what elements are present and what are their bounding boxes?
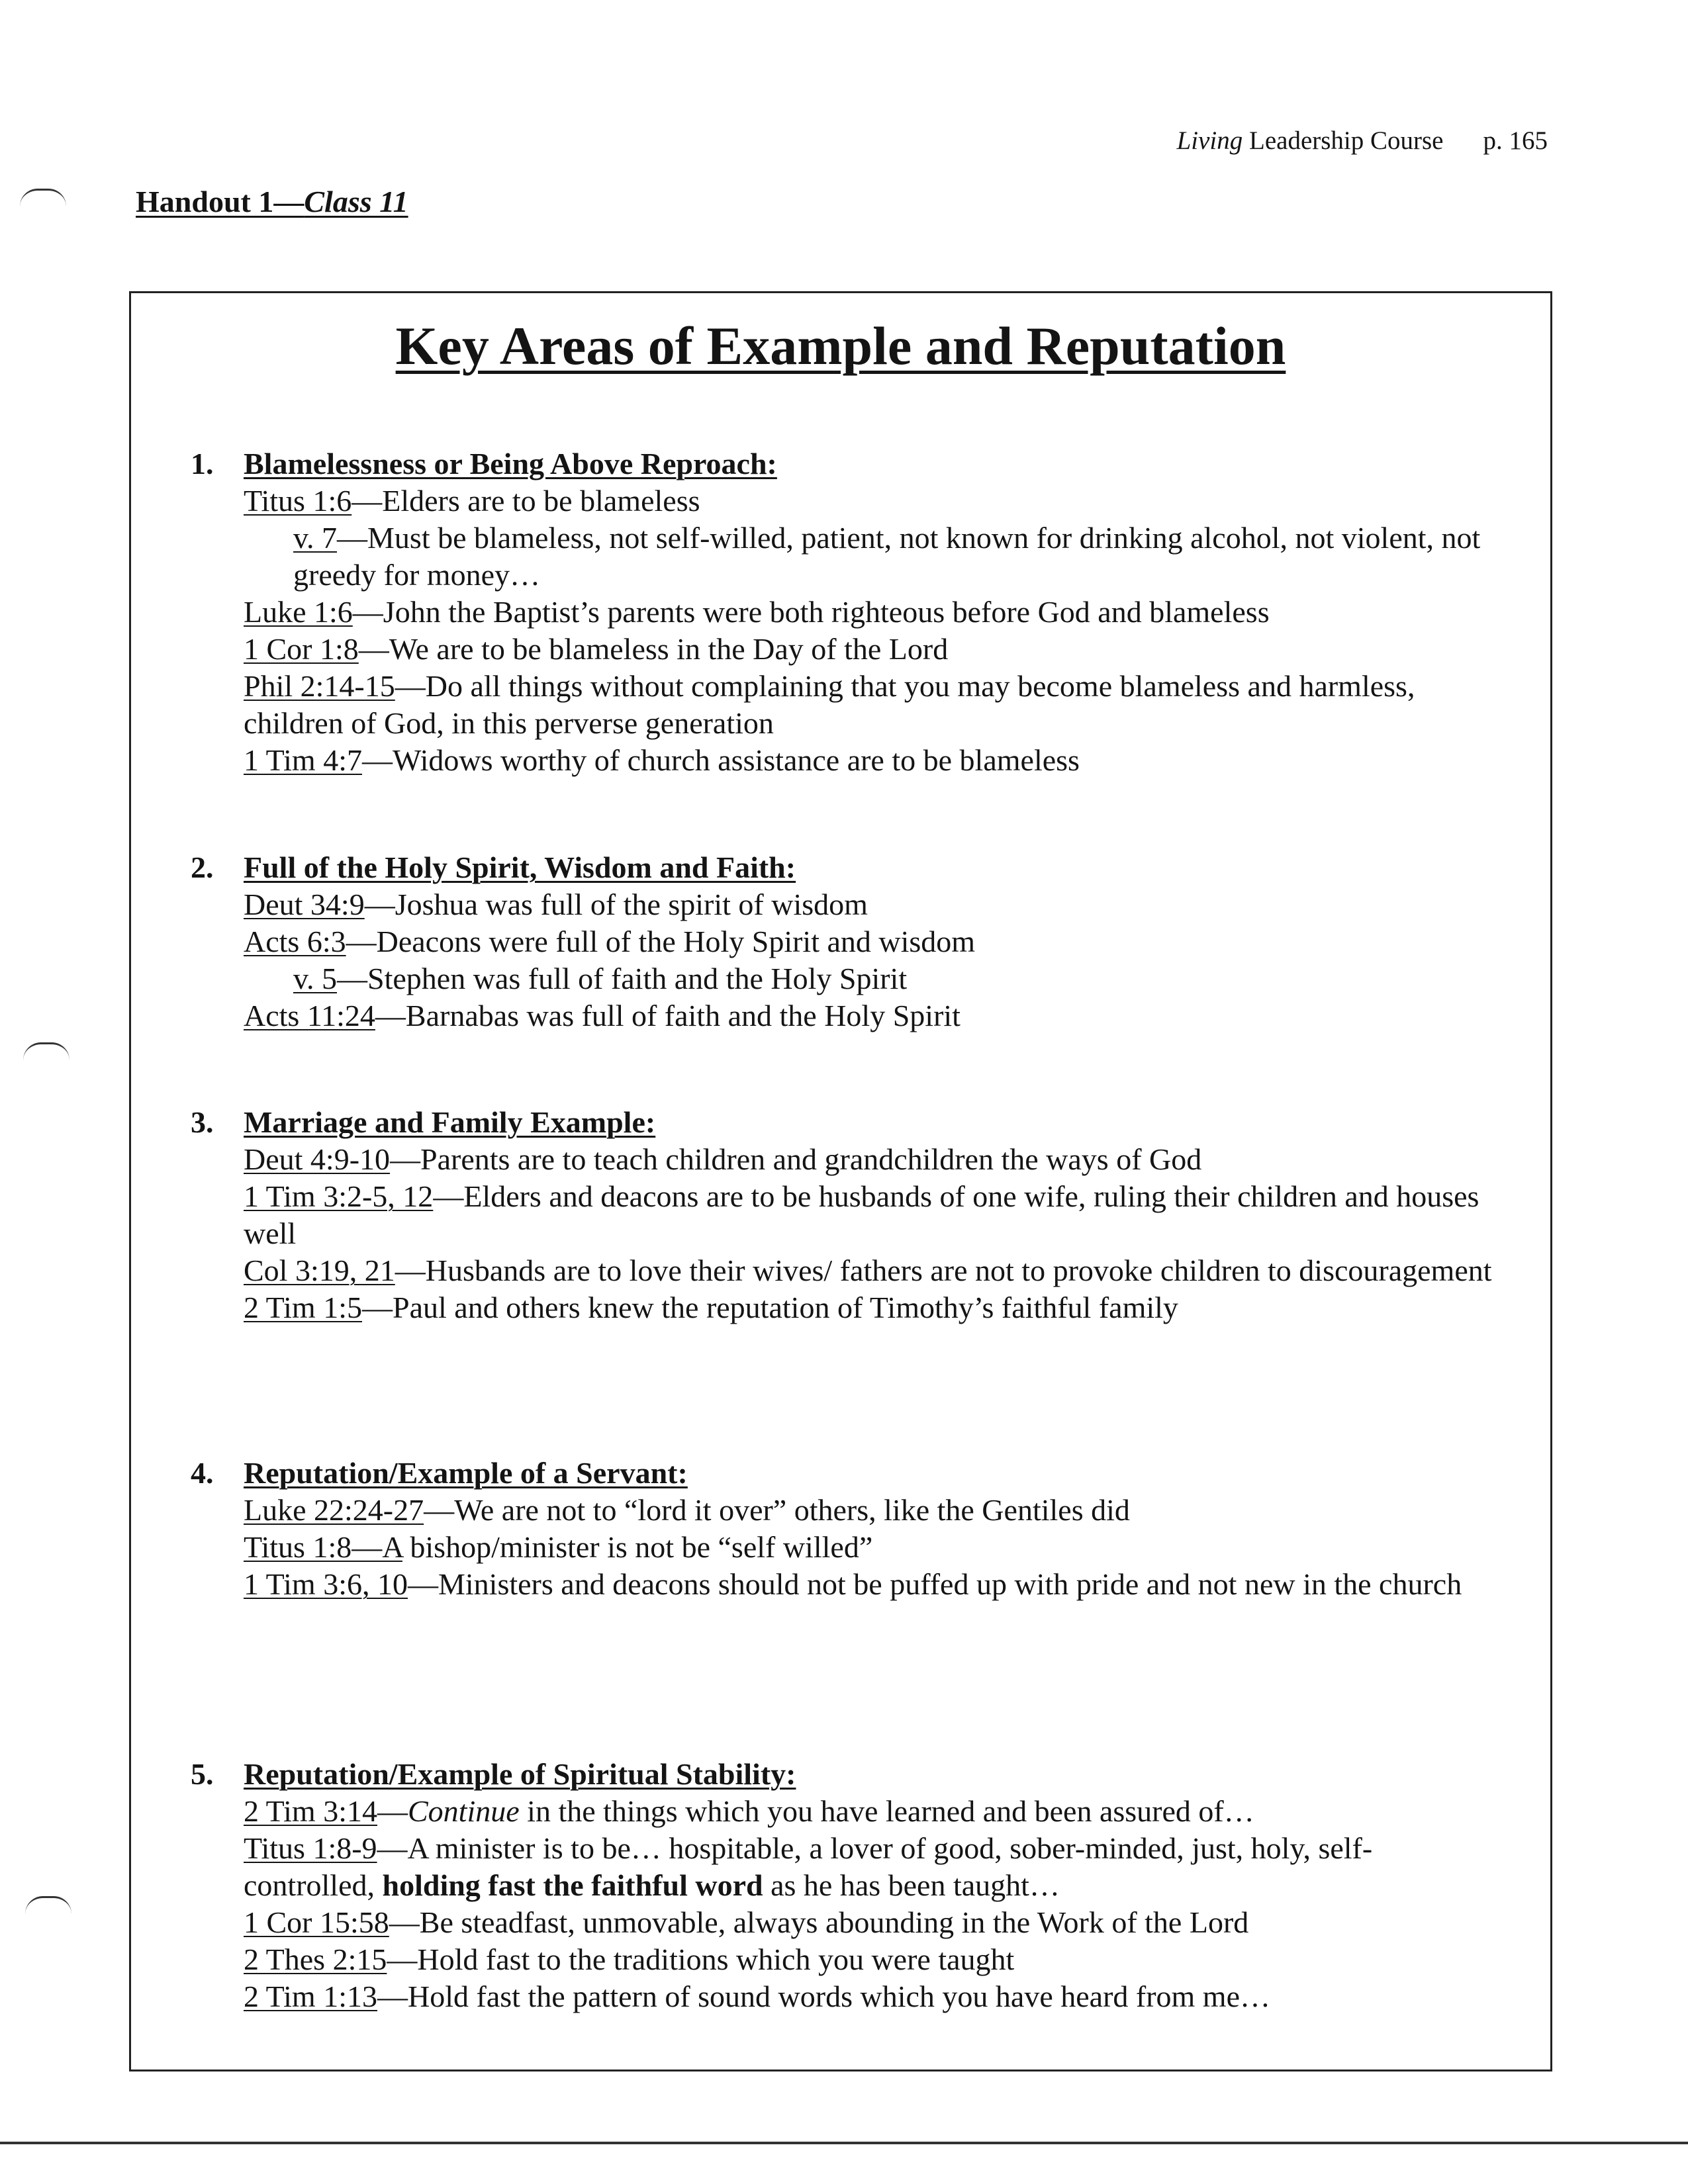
section-4 xyxy=(191,1455,1501,1603)
scripture-ref: 1 Tim 3:2-5, 12 xyxy=(244,1179,434,1213)
emphasized-word: Continue xyxy=(408,1794,520,1828)
reference-text: —Widows worthy of church assistance are to be blameless xyxy=(362,743,1080,777)
section-2 xyxy=(191,849,1501,1034)
punch-hole-mark-bottom xyxy=(25,1896,71,1914)
reference-line xyxy=(244,1904,1501,1941)
page-number: p. 165 xyxy=(1483,126,1548,155)
scripture-ref: Phil 2:14-15 xyxy=(244,669,395,703)
section-number: 3. xyxy=(191,1105,214,1139)
reference-line xyxy=(244,1566,1501,1603)
handout-prefix: Handout 1— xyxy=(136,185,305,218)
scripture-ref: v. 5 xyxy=(293,962,338,995)
reference-line xyxy=(244,960,1501,997)
reference-text: —We are to be blameless in the Day of the Lord xyxy=(358,632,949,666)
content-box xyxy=(129,291,1552,2071)
document-title: Key Areas of Example and Reputation xyxy=(395,316,1286,376)
reference-line xyxy=(244,482,1501,520)
reference-line xyxy=(244,1793,1501,1830)
course-name-italic: Living xyxy=(1176,126,1243,155)
handout-label xyxy=(136,184,408,219)
section-heading xyxy=(191,445,1501,482)
section-number: 1. xyxy=(191,447,214,480)
reference-text: —We are not to “lord it over” others, like the Gentiles did xyxy=(424,1493,1130,1527)
reference-line xyxy=(244,1830,1501,1904)
punch-hole-mark-middle xyxy=(23,1042,70,1060)
reference-line xyxy=(244,886,1501,923)
scripture-ref: Luke 22:24-27 xyxy=(244,1493,424,1527)
reference-text: in the things which you have learned and been assured of… xyxy=(519,1794,1254,1828)
reference-text: —Hold fast to the traditions which you were taught xyxy=(387,1942,1015,1976)
reference-line xyxy=(244,997,1501,1034)
course-name xyxy=(1177,126,1444,155)
reference-line xyxy=(244,1492,1501,1529)
section-heading-text: Blamelessness or Being Above Reproach: xyxy=(244,447,777,480)
scripture-ref: 2 Thes 2:15 xyxy=(244,1942,387,1976)
reference-line xyxy=(244,668,1501,742)
reference-line xyxy=(244,631,1501,668)
section-1 xyxy=(191,445,1501,779)
reference-text: —John the Baptist’s parents were both righteous before God and blameless xyxy=(352,595,1270,629)
section-heading xyxy=(191,1756,1501,1793)
scripture-ref: Titus 1:8—A xyxy=(244,1530,402,1564)
reference-line xyxy=(244,1529,1501,1566)
scripture-ref: Titus 1:6 xyxy=(244,484,352,518)
reference-text: —Be steadfast, unmovable, always abounding in the Work of the Lord xyxy=(389,1905,1249,1939)
scripture-ref: Acts 11:24 xyxy=(244,999,375,1032)
reference-line xyxy=(244,1141,1501,1178)
section-heading-text: Reputation/Example of Spiritual Stability: xyxy=(244,1757,796,1791)
scripture-ref: Acts 6:3 xyxy=(244,925,346,958)
scripture-ref: 1 Tim 4:7 xyxy=(244,743,362,777)
reference-text-end: as he has been taught… xyxy=(763,1868,1060,1902)
reference-line xyxy=(244,594,1501,631)
scripture-ref: Deut 34:9 xyxy=(244,887,365,921)
punch-hole-mark-top xyxy=(20,189,66,206)
reference-text: —Barnabas was full of faith and the Holy Spirit xyxy=(375,999,961,1032)
course-name-rest: Leadership Course xyxy=(1243,126,1444,155)
scripture-ref: 2 Tim 3:14 xyxy=(244,1794,377,1828)
reference-text: —Deacons were full of the Holy Spirit and wisdom xyxy=(346,925,976,958)
section-heading xyxy=(191,849,1501,886)
reference-line xyxy=(244,923,1501,960)
reference-dash: — xyxy=(377,1794,408,1828)
section-heading xyxy=(191,1104,1501,1141)
bold-phrase: holding fast the faithful word xyxy=(382,1868,763,1902)
reference-line xyxy=(244,1941,1501,1978)
section-heading-text: Full of the Holy Spirit, Wisdom and Faith: xyxy=(244,850,796,884)
scripture-ref: 1 Tim 3:6, 10 xyxy=(244,1567,408,1601)
scripture-ref: 1 Cor 1:8 xyxy=(244,632,359,666)
section-heading xyxy=(191,1455,1501,1492)
reference-text: —Must be blameless, not self-willed, patient, not known for drinking alcohol, not violent, not greedy for money… xyxy=(293,521,1481,592)
reference-line xyxy=(244,1978,1501,2015)
scripture-ref: 2 Tim 1:5 xyxy=(244,1291,362,1324)
section-heading-text: Reputation/Example of a Servant: xyxy=(244,1456,688,1490)
reference-line xyxy=(244,1178,1501,1252)
section-3 xyxy=(191,1104,1501,1326)
reference-text: —Elders and deacons are to be husbands of one wife, ruling their children and houses well xyxy=(244,1179,1479,1250)
reference-text: —Elders are to be blameless xyxy=(352,484,700,518)
reference-text: bishop/minister is not be “self willed” xyxy=(402,1530,873,1564)
scan-bottom-edge xyxy=(0,2142,1688,2144)
reference-text: —A minister is to be… hospitable, a lover of good, sober-minded, just, holy, self-controlled, xyxy=(244,1831,1373,1902)
scripture-ref: Luke 1:6 xyxy=(244,595,353,629)
section-number: 5. xyxy=(191,1757,214,1791)
reference-text: —Parents are to teach children and grandchildren the ways of God xyxy=(390,1142,1202,1176)
reference-text: —Stephen was full of faith and the Holy Spirit xyxy=(337,962,908,995)
scripture-ref: v. 7 xyxy=(293,521,338,555)
reference-text: —Paul and others knew the reputation of Timothy’s faithful family xyxy=(362,1291,1178,1324)
section-number: 2. xyxy=(191,850,214,884)
page-header xyxy=(1177,126,1548,156)
reference-line xyxy=(244,520,1501,594)
reference-text: —Do all things without complaining that you may become blameless and harmless, children of God, in this perverse generation xyxy=(244,669,1415,740)
reference-line xyxy=(244,1252,1501,1289)
section-5 xyxy=(191,1756,1501,2015)
reference-text: —Hold fast the pattern of sound words which you have heard from me… xyxy=(377,1979,1271,2013)
reference-text: —Ministers and deacons should not be puffed up with pride and not new in the church xyxy=(408,1567,1462,1601)
scripture-ref: 1 Cor 15:58 xyxy=(244,1905,389,1939)
scripture-ref: Titus 1:8-9 xyxy=(244,1831,377,1865)
reference-line xyxy=(244,742,1501,779)
handout-class: Class 11 xyxy=(304,185,408,218)
reference-text: —Husbands are to love their wives/ fathers are not to provoke children to discouragement xyxy=(395,1253,1492,1287)
reference-text: —Joshua was full of the spirit of wisdom xyxy=(364,887,868,921)
scripture-ref: 2 Tim 1:13 xyxy=(244,1979,377,2013)
section-heading-text: Marriage and Family Example: xyxy=(244,1105,656,1139)
scripture-ref: Col 3:19, 21 xyxy=(244,1253,395,1287)
section-number: 4. xyxy=(191,1456,214,1490)
scripture-ref: Deut 4:9-10 xyxy=(244,1142,391,1176)
reference-line xyxy=(244,1289,1501,1326)
